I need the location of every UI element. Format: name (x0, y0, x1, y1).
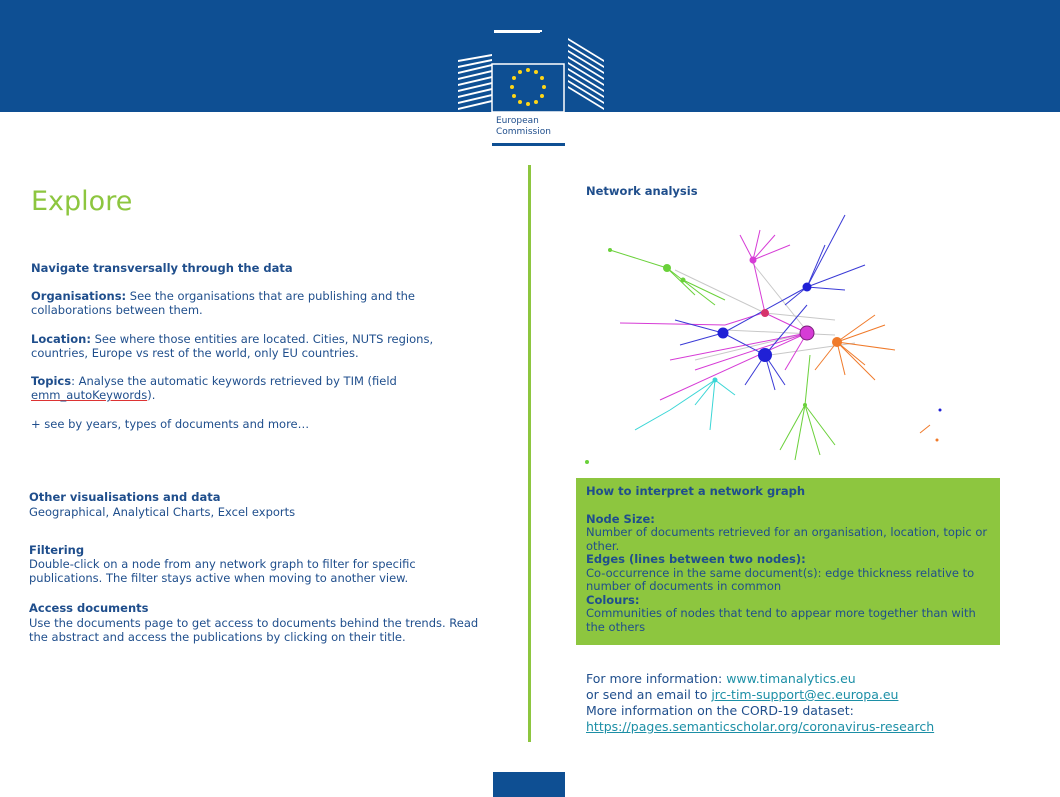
navigate-heading: Navigate transversally through the data (31, 261, 293, 275)
node-size-text: Number of documents retrieved for an organisation, location, topic or other. (586, 525, 988, 553)
logo-underline (492, 143, 565, 146)
access-text: Use the documents page to get access to documents behind the trends. Read the abstract and access the publications by clicking on their title. (29, 616, 479, 644)
cord-text: More information on the CORD-19 dataset: (586, 703, 854, 718)
location-label: Location: (31, 332, 91, 346)
cord-link[interactable]: https://pages.semanticscholar.org/coronavirus-research (586, 719, 935, 734)
filtering-heading: Filtering (29, 543, 85, 557)
website-link[interactable]: www.timanalytics.eu (726, 671, 856, 686)
other-heading: Other visualisations and data (29, 490, 221, 504)
email-link[interactable]: jrc-tim-support@ec.europa.eu (711, 687, 899, 702)
more-info-prefix: For more information: (586, 671, 727, 686)
organisations-label: Organisations: (31, 289, 127, 303)
colours-label: Colours: (586, 592, 640, 607)
interpretation-box (576, 478, 1000, 645)
edges-label: Edges (lines between two nodes): (586, 552, 806, 566)
colours-text: Communities of nodes that tend to appear more together than with the others (586, 606, 976, 634)
topics-field: emm_autoKeywords (31, 388, 148, 402)
logo-line-1: European (496, 116, 539, 126)
filtering-text: Double-click on a node from any network graph to filter for specific publications. The filter stays active when moving to another view. (29, 557, 416, 585)
organisations-paragraph (31, 289, 491, 317)
column-divider (528, 165, 531, 742)
location-paragraph (31, 332, 491, 360)
network-graph-image (575, 205, 975, 470)
topics-label: Topics (31, 374, 72, 388)
location-text: See where those entities are located. Cities, NUTS regions, countries, Europe vs rest of the world, only EU countries. (31, 332, 434, 360)
page-title: Explore (31, 186, 133, 217)
access-heading: Access documents (29, 601, 149, 615)
topics-text: : Analyse the automatic keywords retrieved by TIM (field (71, 374, 397, 388)
organisations-text: See the organisations that are publishing and the collaborations between them. (31, 289, 415, 317)
other-text: Geographical, Analytical Charts, Excel exports (29, 505, 296, 519)
network-title: Network analysis (586, 184, 698, 198)
more-info-block (586, 671, 934, 735)
topics-paragraph (31, 374, 491, 402)
footer-tab (493, 772, 565, 797)
node-size-label: Node Size: (586, 511, 655, 526)
edges-text: Co-occurrence in the same document(s): edge thickness relative to number of documents in common (586, 565, 975, 593)
see-more-text: + see by years, types of documents and more… (31, 417, 310, 431)
interpretation-heading: How to interpret a network graph (586, 484, 806, 498)
topics-end: ). (147, 388, 156, 402)
logo-line-2: Commission (496, 127, 551, 137)
logo-text (496, 116, 551, 138)
email-prefix: or send an email to (586, 687, 712, 702)
